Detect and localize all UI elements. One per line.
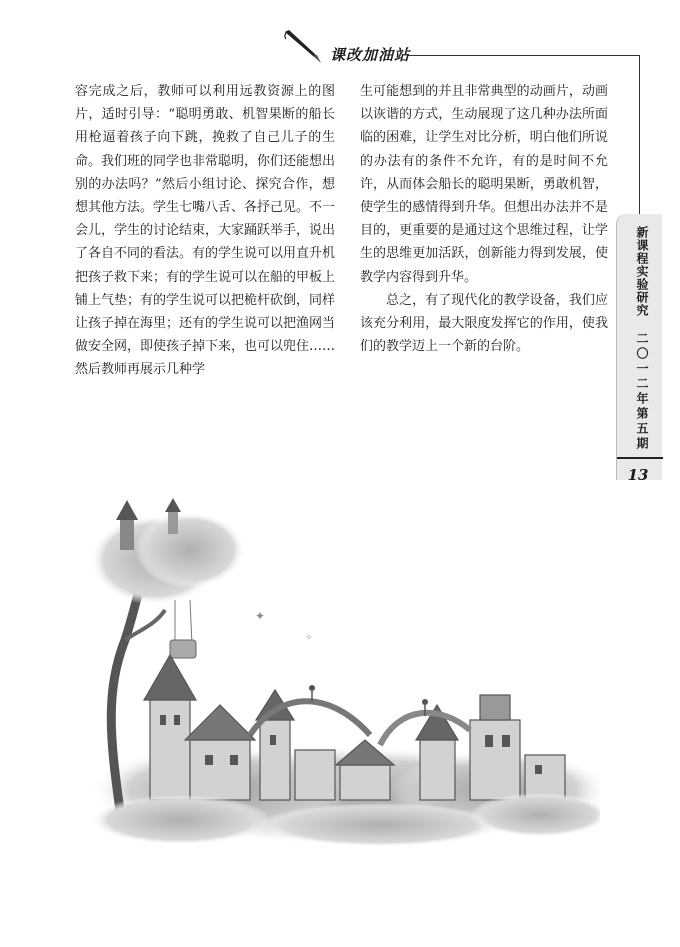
- side-tab: [616, 214, 662, 480]
- left-column: [75, 80, 335, 382]
- side-tab-divider: [617, 457, 663, 459]
- fairytale-town-illustration: [80, 490, 600, 850]
- column-name: 课改加油站: [330, 46, 411, 64]
- paragraph: 生可能想到的并且非常典型的动画片，动画以诙谐的方式，生动展现了这几种办法所面临的困难，让学生对比分析，明白他们所说的办法有的条件不允许，有的是时间不允许，从而体会船长的聪明果断，勇敢机智，使学生的感情得到升华。但想出办法并不是目的，更重要的是通过这个思维过程，让学生的思维更加活跃，创新能力得到发展，使教学内容得到升华。: [360, 84, 608, 285]
- paragraph: 总之，有了现代化的教学设备，我们应该充分利用，最大限度发挥它的作用，使我们的教学迈上一个新的台阶。: [360, 292, 608, 355]
- svg-text:✧: ✧: [305, 633, 313, 643]
- svg-text:✦: ✦: [255, 609, 266, 623]
- issue-label: 二〇一二年第五期: [635, 332, 649, 452]
- page-header: [0, 0, 680, 78]
- right-column: [360, 80, 608, 358]
- journal-name: 新课程实验研究: [635, 226, 649, 317]
- page-number: 13: [627, 466, 649, 484]
- pen-nib-icon: [283, 30, 325, 64]
- paragraph: 容完成之后，教师可以利用远教资源上的图片，适时引导：“聪明勇敢、机智果断的船长用枪逼着孩子向下跳，挽救了自己儿子的生命。我们班的同学也非常聪明，你们还能想出别的办法吗？”然后小组讨论、探究合作，想想其他方法。学生七嘴八舌、各抒己见。不一会儿，学生的讨论结束，大家踊跃举手，说出了各自不同的看法。有的学生说可以用直升机把孩子救下来；有的学生说可以在船的甲板上铺上气垫；有的学生说可以把桅杆砍倒，同样让孩子掉在海里；还有的学生说可以把渔网当做安全网，即使孩子掉下来，也可以兜住……然后教师再展示几种学: [75, 84, 336, 378]
- header-rule: [408, 55, 640, 56]
- header-rule-vertical: [639, 55, 640, 215]
